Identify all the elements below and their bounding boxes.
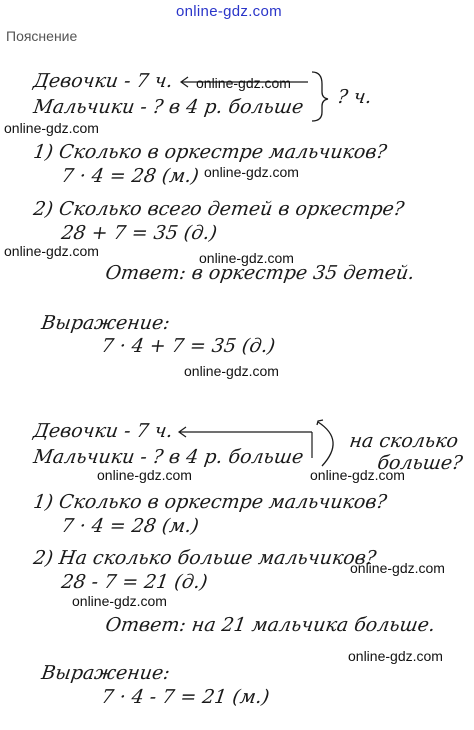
watermark: online-gdz.com: [350, 560, 445, 576]
part1-calc-1: 7 · 4 = 28 (м.): [60, 165, 201, 187]
part2-side-label-1: на сколько: [348, 430, 460, 452]
watermark: online-gdz.com: [348, 648, 443, 664]
part1-question-2: 2) Сколько всего детей в оркестре?: [32, 198, 406, 220]
part1-expression-label: Выражение:: [40, 312, 172, 334]
part2-answer: Ответ: на 21 мальчика больше.: [104, 614, 437, 636]
watermark: online-gdz.com: [4, 243, 99, 259]
watermark: online-gdz.com: [196, 75, 291, 91]
difference-curve-arrow: [318, 422, 333, 466]
part2-side-label-2: больше?: [376, 452, 464, 474]
watermark: online-gdz.com: [72, 593, 167, 609]
part1-answer: Ответ: в оркестре 35 детей.: [104, 262, 416, 284]
part1-boys-line: Мальчики - ? в 4 р. больше: [32, 96, 305, 118]
watermark: online-gdz.com: [310, 467, 405, 483]
part2-girls-line: Девочки - 7 ч.: [32, 420, 175, 442]
watermark: online-gdz.com: [204, 164, 299, 180]
part2-expression-label: Выражение:: [40, 662, 172, 684]
watermark: online-gdz.com: [4, 120, 99, 136]
part2-question-2: 2) На сколько больше мальчиков?: [32, 547, 378, 569]
section-heading: Пояснение: [6, 28, 78, 44]
part2-question-1: 1) Сколько в оркестре мальчиков?: [32, 491, 389, 513]
watermark: online-gdz.com: [199, 250, 294, 266]
part1-question-1: 1) Сколько в оркестре мальчиков?: [32, 141, 389, 163]
part1-bracket-label: ? ч.: [336, 86, 374, 108]
part2-expression: 7 · 4 - 7 = 21 (м.): [100, 686, 271, 708]
watermark: online-gdz.com: [184, 363, 279, 379]
total-brace: [312, 72, 328, 121]
watermark: online-gdz.com: [97, 467, 192, 483]
site-title[interactable]: online-gdz.com: [176, 3, 282, 20]
part1-calc-2: 28 + 7 = 35 (д.): [60, 222, 219, 244]
part2-boys-line: Мальчики - ? в 4 р. больше: [32, 446, 305, 468]
part2-calc-2: 28 - 7 = 21 (д.): [60, 571, 209, 593]
part1-girls-line: Девочки - 7 ч.: [32, 70, 175, 92]
part2-calc-1: 7 · 4 = 28 (м.): [60, 515, 201, 537]
part1-expression: 7 · 4 + 7 = 35 (д.): [100, 335, 277, 357]
